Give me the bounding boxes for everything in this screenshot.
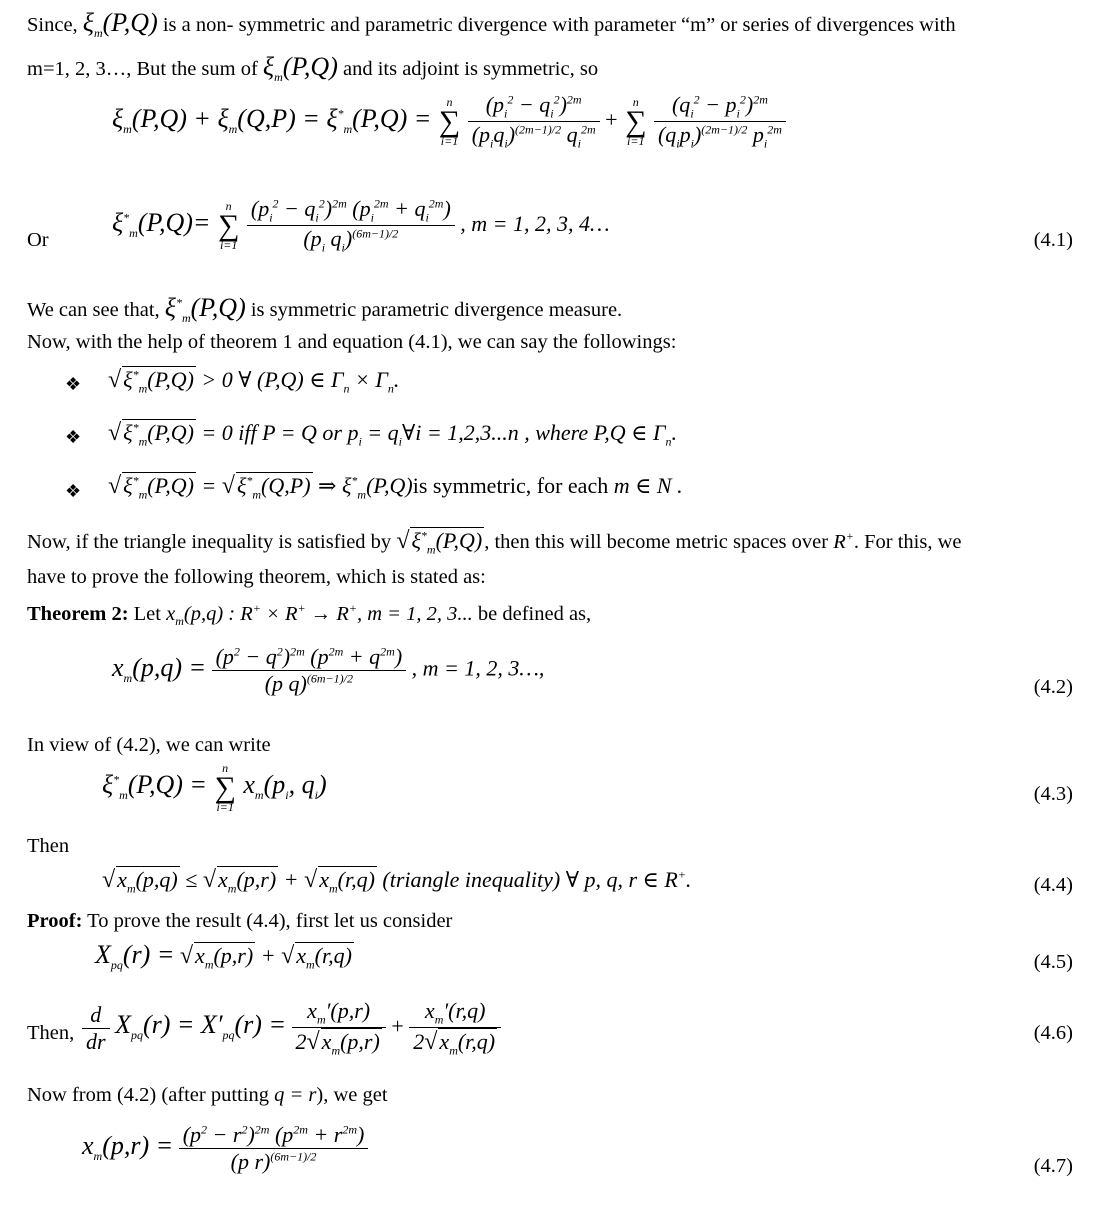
equation-number-4-3: (4.3) xyxy=(1033,783,1073,805)
proof-line xyxy=(27,910,452,933)
bullet-icon: ❖ xyxy=(65,481,82,501)
equation-number-4-6: (4.6) xyxy=(1033,1022,1073,1044)
eq-4-4-text: (triangle inequality) xyxy=(382,867,561,892)
then-label: Then, xyxy=(27,1022,75,1044)
equation-4-4: $√x_m(p,q) \le √x_m(p,r) + √x_m(r,q)$ (triangle inequality) ∀ p, q, r ∈ R+. xyxy=(102,867,692,896)
symmetric-line xyxy=(27,293,622,326)
intro-text-c: m=1, 2, 3…, But the sum of xyxy=(27,58,258,80)
intro-text-b: is a non- symmetric and parametric divergence with parameter “m” or series of divergences with xyxy=(162,14,956,36)
then-line: Then xyxy=(27,835,70,857)
bullet-1-text: > 0 ∀ (P,Q) ∈ Γ xyxy=(201,367,344,392)
proof-label: Proof: xyxy=(27,910,83,932)
bullet-3-end: m ∈ N . xyxy=(613,473,683,498)
equation-4-5: $X_{pq}(r) = √x_m(p,r) + √x_m(r,q)$ xyxy=(95,940,352,973)
equation-number-4-7: (4.7) xyxy=(1033,1155,1073,1177)
equation-4-3: $\xi^*_m(P,Q)$ = n ∑ i=1 $x_m(p_i$, $q_i$) xyxy=(102,761,327,814)
triangle-text-a: Now, if the triangle inequality is satisfied by xyxy=(27,531,392,553)
xi-star-formula: $\xi^*_m(P,Q)$ xyxy=(164,293,246,326)
bullet-icon: ❖ xyxy=(65,374,82,394)
eq-4-4-tail: ∀ p, q, r ∈ R xyxy=(565,867,678,892)
xi-pq-formula: $\xi_m(P,Q)$ xyxy=(82,8,158,41)
bullet-2: $√\xi^*_m(P,Q) = 0$ iff P = Q or $p_i$ = $q_i\forall i = 1,2,3...n$ , where P,Q ∈ $\Gamma_n$. xyxy=(108,420,677,449)
equation-sum-adjoint: $\xi_m(P,Q) + \xi_m(Q,P) = \xi^*_m(P,Q)$ = n ∑ i=1 $\frac{(p_i^2 - q_i^2)^{2m}}{(p_iq_i)^{(2m-1)/2} q_i^{2m}}$ + n ∑ i=1 $\frac{(q_i^2 - p_i^2)^{2m}}{(q_ip_i)^{(2m-1)/2} p_i^{2m}}$ xyxy=(112,92,786,152)
view-line: In view of (4.2), we can write xyxy=(27,734,271,756)
intro-text-a: Since, xyxy=(27,14,78,36)
theorem-label: Theorem 2: xyxy=(27,602,129,625)
intro-line-2 xyxy=(27,52,598,85)
bullet-1: $√\xi^*_m(P,Q) > 0$ ∀ (P,Q) ∈ $\Gamma_n \times \Gamma_n$. xyxy=(108,367,400,396)
triangle-para-line-2: have to prove the following theorem, which is stated as: xyxy=(27,566,486,588)
eq-4-2-tail: , m = 1, 2, 3…, xyxy=(411,655,545,681)
equation-4-7: $x_m(p,r)$ = $\frac{(p^2 - r^2)^{2m} (p^{2m} + r^{2m})}{(p r)^{(6m-1)/2}}$ xyxy=(82,1122,368,1175)
triangle-text-c: . For this, we xyxy=(853,531,962,553)
bullet-2-text-c: ∀i = 1,2,3...n , where P,Q ∈ Γ xyxy=(402,420,666,445)
equation-number-4-2: (4.2) xyxy=(1033,676,1073,698)
equation-number-4-4: (4.4) xyxy=(1033,874,1073,896)
equation-4-2: $x_m(p,q)$ = $\frac{(p^2 - q^2)^{2m} (p^{2m} + q^{2m})}{(p q)^{(6m-1)/2}}$ , m = 1, 2, 3…, xyxy=(112,644,545,696)
eq-4-1-tail: , m = 1, 2, 3, 4… xyxy=(460,210,610,236)
from-text-a: Now from (4.2) (after putting xyxy=(27,1084,269,1106)
intro-line-1 xyxy=(27,8,956,41)
xi-pq-formula: $\xi_m(P,Q)$ xyxy=(262,52,338,85)
now-line: Now, with the help of theorem 1 and equation (4.1), we can say the followings: xyxy=(27,331,677,353)
equation-number-4-5: (4.5) xyxy=(1033,951,1073,973)
bullet-icon: ❖ xyxy=(65,427,82,447)
proof-text: To prove the result (4.4), first let us consider xyxy=(87,910,453,932)
equation-4-6: $\frac{d}{dr}$ $X_{pq}(r) = X'_{pq}(r)$ = $\frac{x_m'(p,r)}{2√x_m(p,r)}$ + $\frac{x_m'(r,q)}{2√x_m(r,q)}$ xyxy=(82,998,501,1059)
intro-text-d: and its adjoint is symmetric, so xyxy=(342,58,599,80)
theorem-text-b: be defined as, xyxy=(477,602,592,625)
triangle-text-b: , then this will become metric spaces over xyxy=(484,531,829,553)
bullet-3: $√\xi^*_m(P,Q) = √\xi^*_m(Q,P)$ ⇒ $\xi^*_m(P,Q)is$ symmetric, for each m ∈ N . xyxy=(108,473,683,502)
bullet-2-text-a: = 0 iff P = Q or p xyxy=(201,420,359,445)
theorem-text-a: Let xyxy=(133,602,161,625)
from-line: Now from (4.2) (after putting q = r), we get xyxy=(27,1084,388,1106)
theorem-2-line: Theorem 2: Let $x_m(p,q)$ : R+ × R+ → R+, m = 1, 2, 3... be defined as, xyxy=(27,601,592,628)
from-text-b: ), we get xyxy=(316,1084,388,1106)
equation-4-1: $\xi^*_m(P,Q)=$ n ∑ i=1 $\frac{(p_i^2 - q_i^2)^{2m} (p_i^{2m} + q_i^{2m})}{(p_i q_i)^{(6m-1)/2}}$ , m = 1, 2, 3, 4… xyxy=(112,196,610,255)
triangle-para-line-1: Now, if the triangle inequality is satisfied by $√\xi^*_m(P,Q)$, then this will become metric spaces over R+. For this, we xyxy=(27,528,962,557)
bullet-3-text: is symmetric, for each xyxy=(412,473,609,498)
equation-number-4-1: (4.1) xyxy=(1033,229,1073,251)
symmetric-text-a: We can see that, xyxy=(27,299,160,321)
or-label: Or xyxy=(27,229,49,251)
symmetric-text-b: is symmetric parametric divergence measure. xyxy=(250,299,623,321)
bullet-2-text-b: = q xyxy=(361,420,399,445)
